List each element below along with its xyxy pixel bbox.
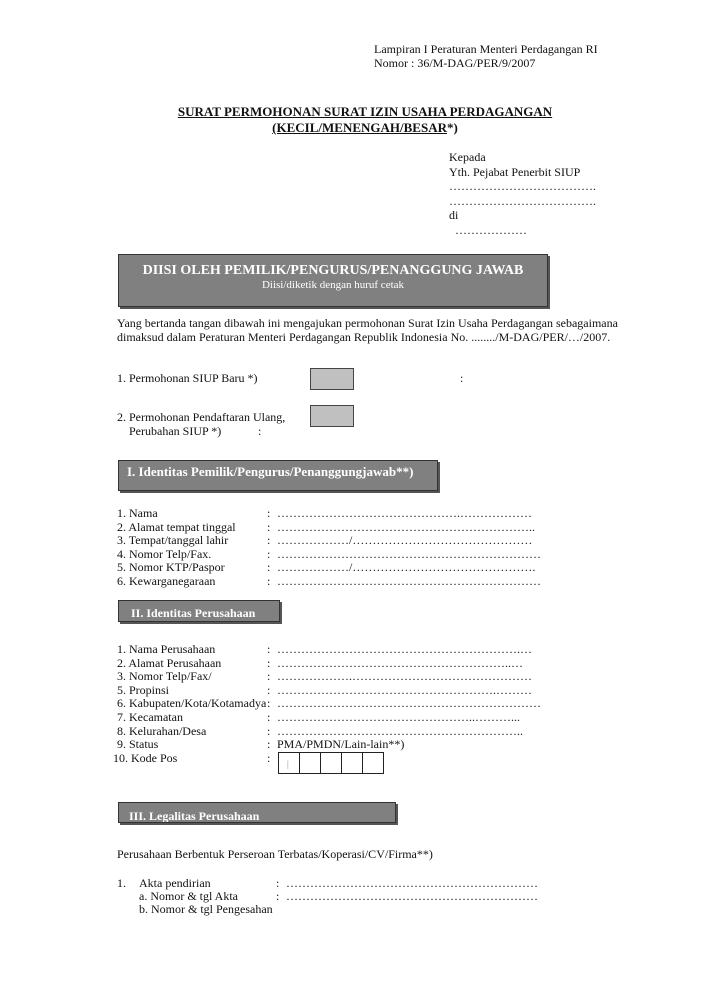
field-input[interactable]: …………………………………………………….. [277, 723, 523, 738]
colon: : [267, 560, 271, 575]
addressee-line: ……………… [449, 222, 527, 237]
field-input[interactable]: ………………………………………………………… [277, 546, 541, 561]
addressee-line: Yth. Pejabat Penerbit SIUP [449, 164, 581, 179]
addressee-line: ………………………………. [449, 179, 596, 193]
field-label: 2. Alamat Perusahaan [117, 655, 222, 670]
field-label: 8. Kelurahan/Desa [117, 723, 207, 738]
request-new-label: 1. Permohonan SIUP Baru *) [117, 371, 258, 385]
field-input[interactable]: ………………………………………………………… [277, 574, 541, 588]
colon: : [267, 642, 271, 656]
ratification-label: b. Nomor & tgl Pengesahan [139, 902, 273, 916]
field-label: 10. Kode Pos [113, 750, 178, 765]
colon: : [276, 876, 280, 890]
section-2-header: II. Identitas Perusahaan [118, 600, 280, 622]
filler-banner [118, 254, 548, 307]
colon: : [267, 696, 271, 711]
colon: : [460, 371, 464, 385]
colon: : [267, 682, 271, 697]
addressee-line: ………………………………. [449, 193, 596, 208]
request-new-checkbox[interactable] [310, 368, 354, 390]
page-title: SURAT PERMOHONAN SURAT IZIN USAHA PERDAGANGAN [177, 104, 553, 119]
field-label: 2. Alamat tempat tinggal [117, 519, 236, 534]
field-input[interactable]: ……………….……………………………………… [277, 669, 532, 684]
field-label: 3. Tempat/tanggal lahir [117, 533, 229, 548]
colon: : [267, 574, 271, 588]
colon: : [267, 737, 271, 752]
deed-number-input[interactable]: ……………………………………………………… [286, 889, 538, 903]
postal-code-digit-box[interactable] [299, 752, 321, 774]
colon: : [276, 889, 280, 903]
colon: : [267, 519, 271, 534]
deed-input[interactable]: ……………………………………………………… [286, 876, 538, 890]
request-renewal-label: 2. Permohonan Pendaftaran Ulang, [117, 410, 286, 424]
field-input[interactable]: …………………………………………..………... [277, 710, 520, 724]
field-label: 1. Nama Perusahaan [117, 642, 216, 656]
intro-line: dimaksud dalam Peraturan Menteri Perdagangan Republik Indonesia No. ......../M-DAG/PER/…/2007. [117, 330, 611, 344]
field-label: 1. Nama [117, 506, 158, 520]
intro-line: Yang bertanda tangan dibawah ini mengajukan permohonan Surat Izin Usaha Perdagangan sebagaimana [117, 316, 618, 330]
field-label: 3. Nomor Telp/Fax/ [117, 669, 212, 684]
field-label: 6. Kewarganegaraan [117, 574, 216, 588]
regulation-ref: Lampiran I Peraturan Menteri Perdagangan RI [374, 42, 598, 56]
postal-code-digit-box[interactable] [362, 752, 384, 774]
colon: : [267, 655, 271, 670]
legal-form-text: Perusahaan Berbentuk Perseroan Terbatas/Koperasi/CV/Firma**) [117, 847, 433, 861]
addressee-line: di [449, 208, 459, 222]
colon: : [267, 750, 271, 765]
subtitle-suffix: *) [446, 120, 458, 135]
deed-label: Akta pendirian [139, 876, 211, 890]
field-input[interactable]: …………………………………………………..… [277, 655, 523, 670]
item-number: 1. [117, 876, 126, 890]
colon: : [267, 723, 271, 738]
field-label: 7. Kecamatan [117, 710, 183, 724]
deed-number-label: a. Nomor & tgl Akta [139, 889, 238, 903]
field-input[interactable]: ……………………………………….……………… [277, 506, 532, 520]
field-input[interactable]: ……………………………………………….……… [277, 682, 532, 697]
field-label: 9. Status [117, 737, 159, 752]
field-input[interactable]: ……………………………………………………….. [277, 519, 535, 534]
field-input[interactable]: PMA/PMDN/Lain-lain**) [277, 737, 405, 752]
postal-code-digit-box[interactable] [320, 752, 342, 774]
page-subtitle [0, 120, 707, 136]
field-label: 6. Kabupaten/Kota/Kotamadya [117, 696, 267, 711]
banner-subtitle: Diisi/diketik dengan huruf cetak [261, 279, 405, 291]
regulation-number: Nomor : 36/M-DAG/PER/9/2007 [374, 56, 536, 70]
postal-code-digit-box[interactable] [341, 752, 363, 774]
section-1-header: I. Identitas Pemilik/Pengurus/Penanggungjawab**) [118, 460, 438, 491]
colon: : [267, 669, 271, 684]
section-3-header: III. Legalitas Perusahaan [118, 802, 396, 823]
addressee-line: Kepada [449, 150, 486, 164]
postal-code-digit-box[interactable] [278, 752, 300, 774]
request-renewal-checkbox[interactable] [310, 405, 354, 427]
addressee-block [449, 150, 596, 237]
field-input[interactable]: ………………………………………………………… [277, 696, 541, 711]
field-label: 5. Propinsi [117, 682, 170, 697]
field-input[interactable]: ………………/………………………………………. [277, 560, 536, 575]
field-input[interactable]: …………………………………………………….… [277, 642, 532, 656]
subtitle-main: (KECIL/MENENGAH/BESAR [272, 120, 447, 135]
field-label: 5. Nomor KTP/Paspor [117, 560, 225, 575]
field-input[interactable]: ………………/……………………………………… [277, 533, 533, 548]
banner-title: DIISI OLEH PEMILIK/PENGURUS/PENANGGUNG JAWAB [142, 263, 524, 278]
colon: : [267, 533, 271, 548]
field-label: 4. Nomor Telp/Fax. [117, 546, 212, 561]
colon: : [258, 424, 262, 438]
colon: : [267, 546, 271, 561]
request-renewal-label-2: Perubahan SIUP *) [129, 424, 222, 438]
colon: : [267, 506, 271, 520]
colon: : [267, 710, 271, 724]
cursor-mark: | [287, 759, 289, 769]
